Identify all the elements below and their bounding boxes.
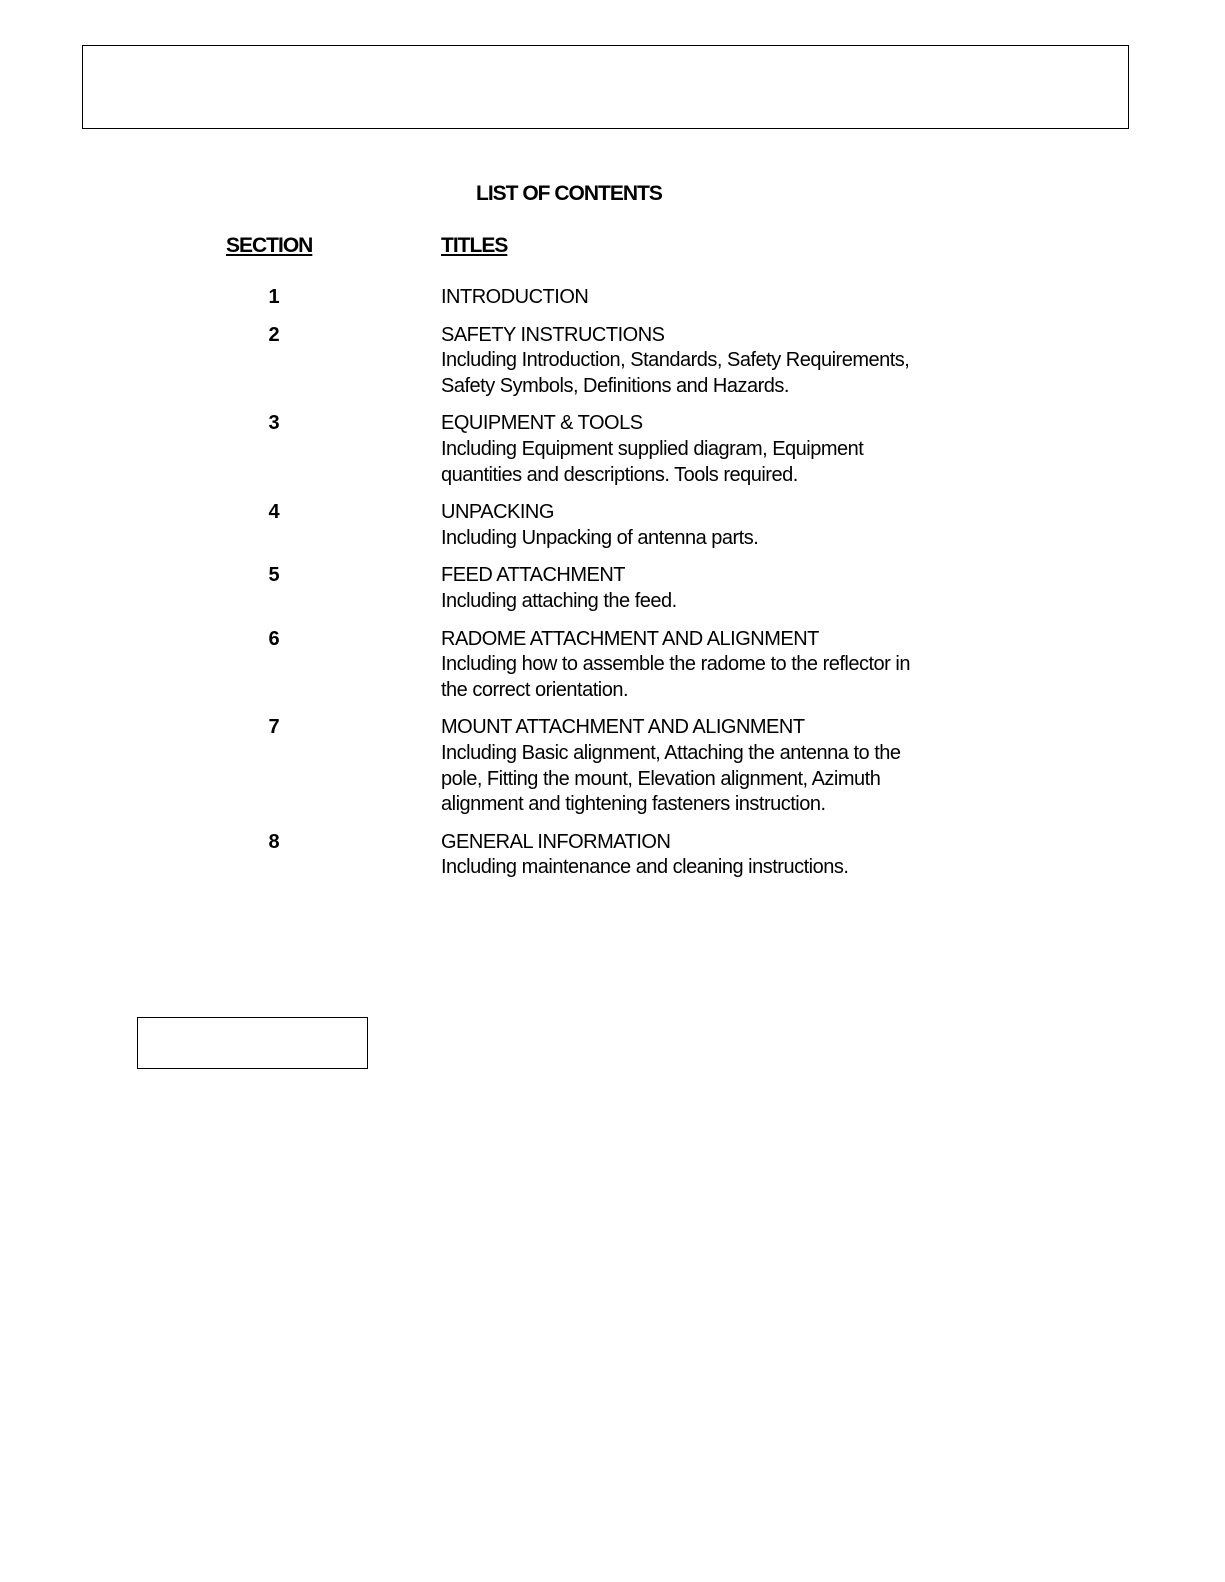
footer-box (137, 1017, 368, 1069)
entry-body (441, 715, 911, 817)
section-title: FEED ATTACHMENT (441, 564, 625, 587)
section-title: GENERAL INFORMATION (441, 830, 671, 853)
section-number: 2 (268, 323, 280, 346)
entry-body (441, 563, 911, 614)
section-number: 3 (268, 412, 280, 435)
section-description: Including how to assemble the radome to the reflector in the correct orientation. (441, 653, 910, 701)
section-description: Including Introduction, Standards, Safety Requirements, Safety Symbols, Definitions and Hazards. (441, 349, 910, 397)
contents-entry (0, 285, 1225, 311)
section-description: Including maintenance and cleaning instructions. (441, 856, 849, 879)
contents-list (0, 285, 1225, 893)
section-title: MOUNT ATTACHMENT AND ALIGNMENT (441, 716, 805, 739)
entry-body (441, 323, 911, 400)
page-title: LIST OF CONTENTS (476, 182, 662, 205)
section-description: Including attaching the feed. (441, 589, 677, 612)
section-number: 6 (268, 627, 280, 650)
section-title: EQUIPMENT & TOOLS (441, 412, 643, 435)
section-title: RADOME ATTACHMENT AND ALIGNMENT (441, 627, 819, 650)
contents-entry (0, 563, 1225, 614)
section-description: Including Basic alignment, Attaching the antenna to the pole, Fitting the mount, Elevation alignment, Azimuth alignment and tightening fasteners instruction. (441, 741, 901, 816)
contents-entry (0, 411, 1225, 488)
section-number: 8 (268, 830, 280, 853)
section-column-header: SECTION (226, 234, 313, 257)
section-title: INTRODUCTION (441, 286, 589, 308)
header-box (82, 45, 1129, 129)
titles-column-header: TITLES (441, 234, 508, 257)
section-number: 4 (268, 501, 280, 524)
section-description: Including Unpacking of antenna parts. (441, 526, 759, 549)
section-number: 1 (268, 286, 280, 308)
entry-body (441, 830, 911, 881)
section-title: SAFETY INSTRUCTIONS (441, 323, 665, 346)
contents-entry (0, 715, 1225, 817)
contents-entry (0, 323, 1225, 400)
entry-body (441, 411, 911, 488)
entry-body (441, 285, 911, 311)
section-description: Including Equipment supplied diagram, Equipment quantities and descriptions. Tools required. (441, 437, 864, 486)
entry-body (441, 500, 911, 551)
section-number: 7 (268, 716, 280, 739)
contents-entry (0, 500, 1225, 551)
contents-entry (0, 830, 1225, 881)
entry-body (441, 627, 911, 704)
section-title: UNPACKING (441, 501, 554, 524)
section-number: 5 (268, 564, 280, 587)
contents-entry (0, 627, 1225, 704)
